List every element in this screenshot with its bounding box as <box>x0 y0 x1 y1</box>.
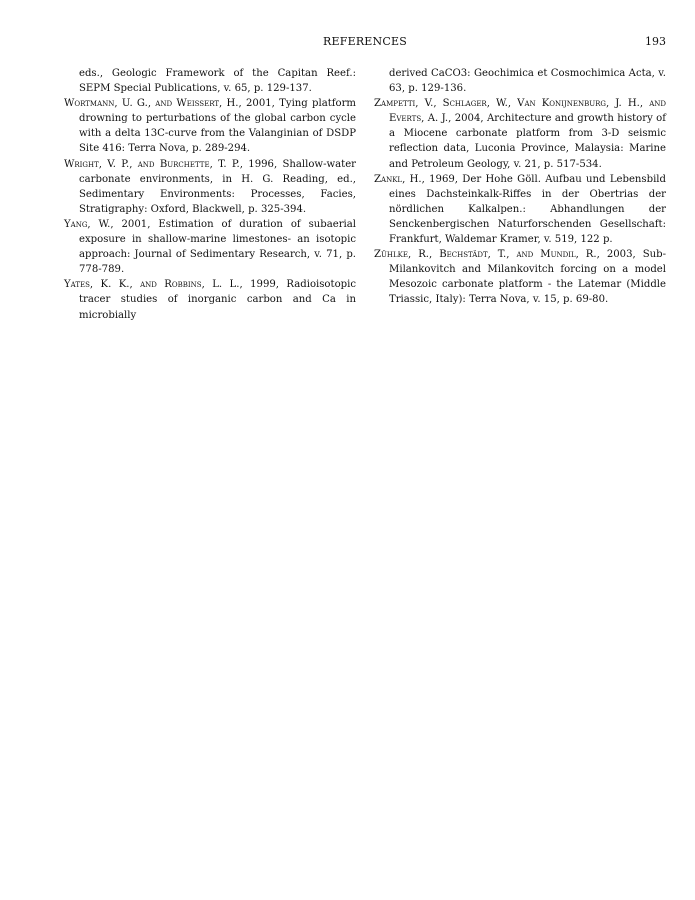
reference-authors: Wortmann, U. G., and Weissert, H. <box>64 98 239 110</box>
reference-entry <box>64 66 356 96</box>
right-column <box>374 66 666 323</box>
reference-text: , 2004, Architecture and growth history of a Miocene carbonate platform from 3-D seismic reflection data, Luconia Province, Malaysia: Marine and Petroleum Geology, v. 21, p. 517-534. <box>389 113 666 170</box>
reference-entry <box>64 277 356 322</box>
reference-text: , 1999, Radioisotopic tracer studies of inorganic carbon and Ca in microbially <box>79 279 356 321</box>
reference-text: , 1996, Shallow-water carbonate environments, in H. G. Reading, ed., Sedimentary Environments: Processes, Facies, Stratigraphy: Oxford, Blackwell, p. 325-394. <box>79 158 356 215</box>
reference-entry <box>374 247 666 307</box>
reference-authors: Wright, V. P., and Burchette, T. P. <box>64 158 240 170</box>
reference-text: , 2003, Sub-Milankovitch and Milankovitch forcing on a model Mesozoic carbonate platform - the Latemar (Middle Triassic, Italy): Terra Nova, v. 15, p. 69-80. <box>389 249 666 306</box>
reference-columns <box>64 66 666 323</box>
reference-authors: Zühlke, R., Bechstädt, T., and Mundil, R. <box>374 249 597 261</box>
running-title: REFERENCES <box>323 35 407 48</box>
reference-entry <box>374 66 666 96</box>
reference-authors: Yang, W. <box>64 218 111 230</box>
page-number: 193 <box>645 35 666 48</box>
reference-authors: Yates, K. K., and Robbins, L. L. <box>64 279 240 291</box>
reference-authors: Zampetti, V., Schlager, W., Van Konijnenburg, J. H., and Everts, A. J. <box>374 98 666 125</box>
reference-entry <box>64 157 356 217</box>
reference-text: , 2001, Estimation of duration of subaerial exposure in shallow-marine limestones- an isotopic approach: Journal of Sedimentary Research, v. 71, p. 778-789. <box>79 218 357 276</box>
left-column <box>64 66 356 323</box>
running-header <box>64 35 666 51</box>
reference-entry <box>64 96 356 156</box>
reference-text: , 2001, Tying platform drowning to perturbations of the global carbon cycle with a delta 13C-curve from the Valanginian of DSDP Site 416: Terra Nova, p. 289-294. <box>79 98 356 155</box>
reference-entry <box>64 217 356 277</box>
reference-authors: Zankl, H. <box>374 173 422 185</box>
reference-text: eds., Geologic Framework of the Capitan Reef.: SEPM Special Publications, v. 65, p. 129-137. <box>79 68 356 95</box>
reference-entry <box>374 172 666 247</box>
reference-text: derived CaCO3: Geochimica et Cosmochimica Acta, v. 63, p. 129-136. <box>389 68 666 95</box>
reference-entry <box>374 96 666 171</box>
reference-text: , 1969, Der Hohe Göll. Aufbau und Lebensbild eines Dachsteinkalk-Riffes in der Obertrias der nördlichen Kalkalpen.: Abhandlungen der Senckenbergischen Naturforschenden Gesellschaft: Frankfurt, Waldemar Kramer, v. 519, 122 p. <box>389 173 666 246</box>
